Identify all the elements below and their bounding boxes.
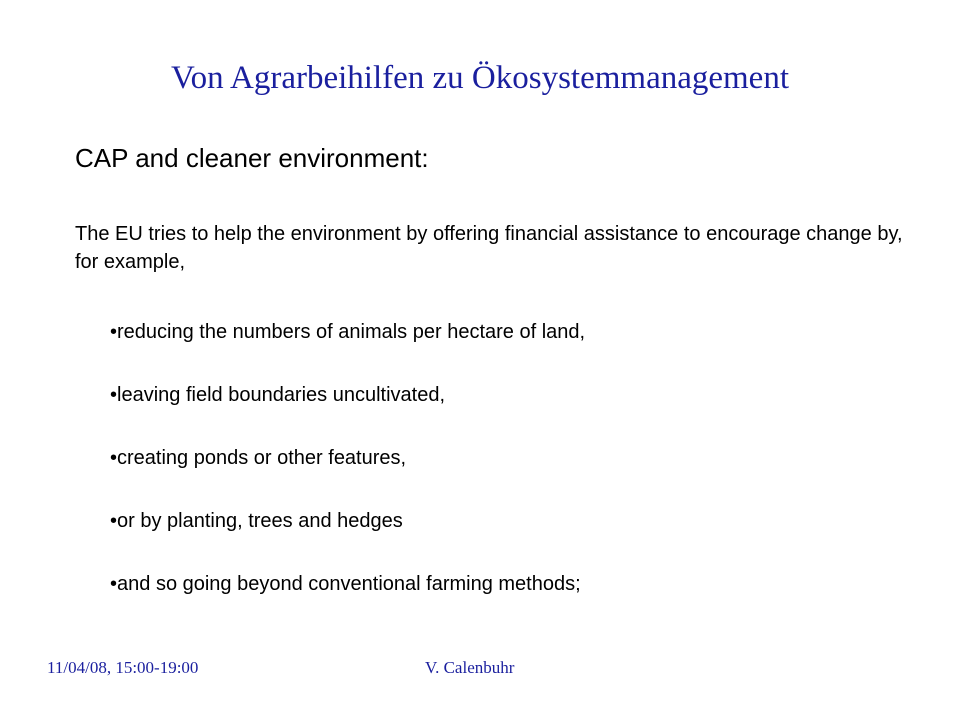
slide-subtitle: CAP and cleaner environment: <box>75 143 429 173</box>
bullet-text: or by planting, trees and hedges <box>117 510 403 532</box>
bullet-item <box>110 507 585 535</box>
bullet-item <box>110 444 585 472</box>
bullet-item <box>110 570 585 598</box>
bullet-text: and so going beyond conventional farming methods; <box>117 573 581 595</box>
bullet-item <box>110 381 585 409</box>
bullet-icon: • <box>110 384 118 406</box>
footer-date: 11/04/08, 15:00-19:00 <box>47 658 199 677</box>
slide-title: Von Agrarbeihilfen zu Ökosystemmanagement <box>171 60 789 96</box>
bullet-text: creating ponds or other features, <box>117 447 407 469</box>
bullet-icon: • <box>110 573 118 595</box>
bullet-list <box>110 318 585 633</box>
intro-paragraph: The EU tries to help the environment by offering financial assistance to encourage change by, for example, <box>75 223 903 273</box>
bullet-text: reducing the numbers of animals per hectare of land, <box>117 321 586 343</box>
bullet-item <box>110 318 585 346</box>
bullet-icon: • <box>110 447 118 469</box>
bullet-icon: • <box>110 510 118 532</box>
bullet-text: leaving field boundaries uncultivated, <box>117 384 446 406</box>
bullet-icon: • <box>110 321 118 343</box>
footer-author: V. Calenbuhr <box>425 658 515 677</box>
